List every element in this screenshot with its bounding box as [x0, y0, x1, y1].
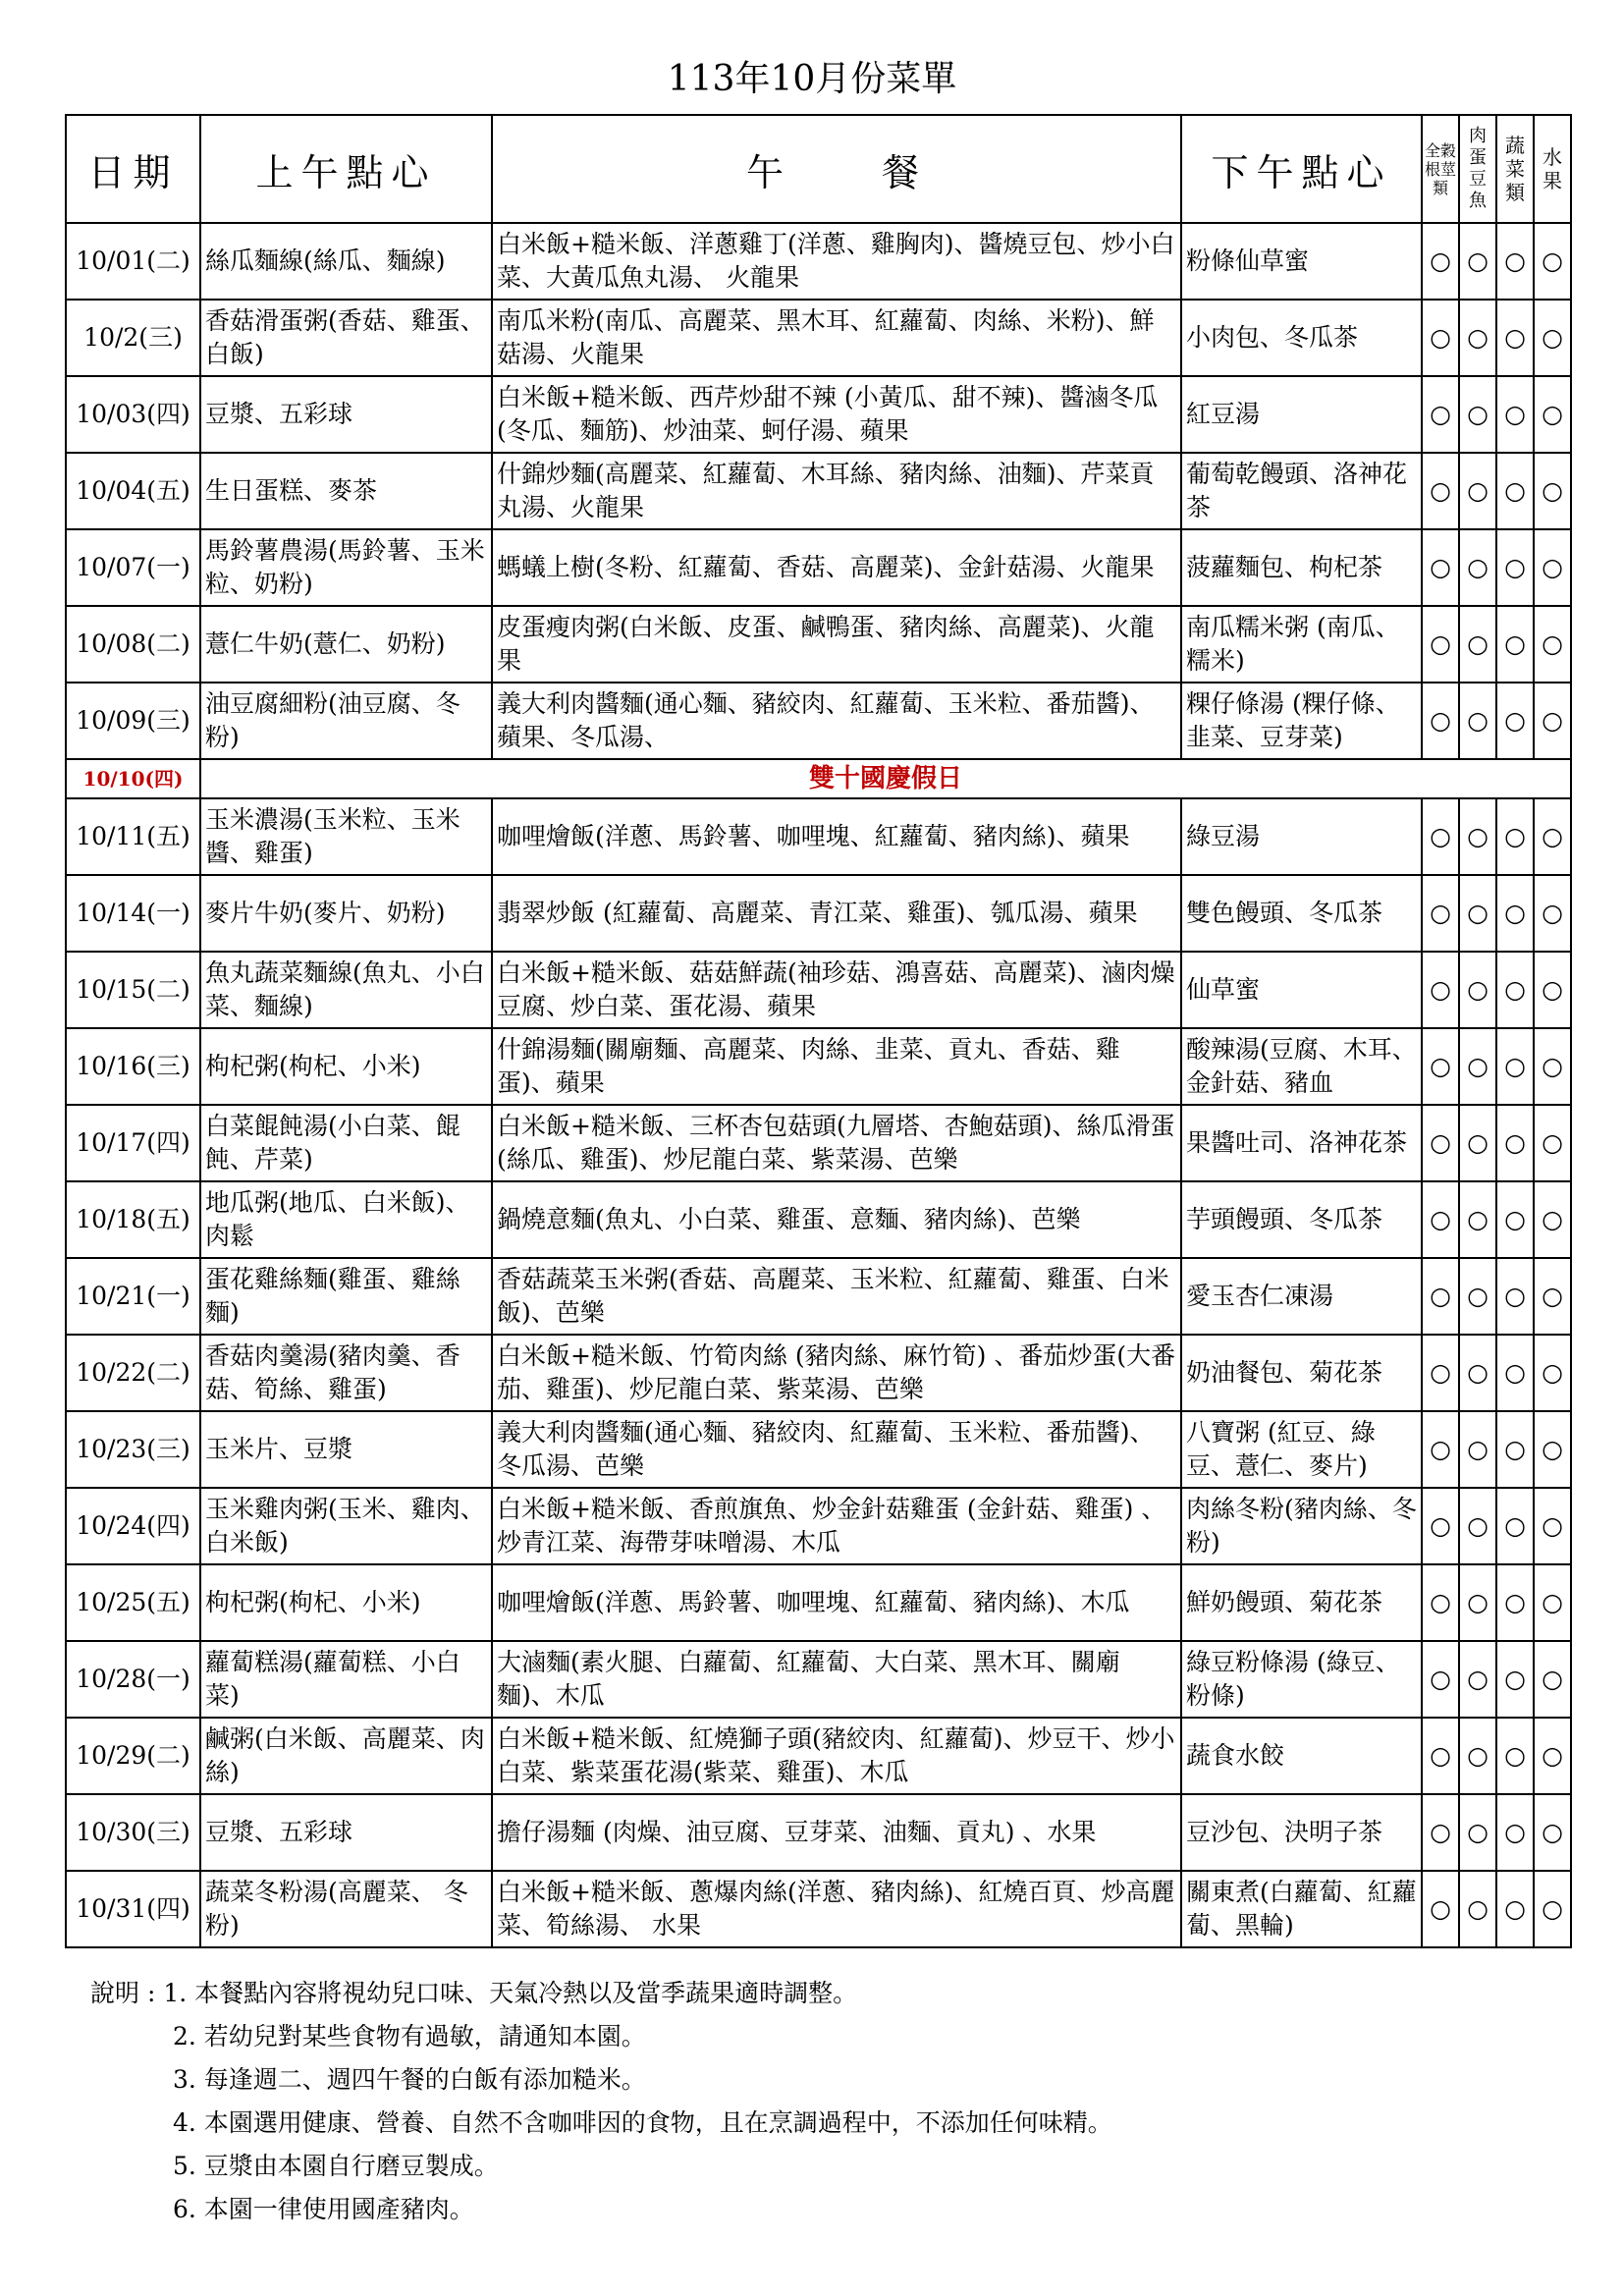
date-cell: 10/31(四): [66, 1871, 200, 1947]
afternoon-snack-cell: 蔬食水餃: [1181, 1718, 1422, 1794]
check-vegetables: ○: [1496, 300, 1534, 376]
lunch-cell: 白米飯+糙米飯、洋蔥雞丁(洋蔥、雞胸肉)、醬燒豆包、炒小白菜、大黃瓜魚丸湯、 火龍果: [492, 223, 1181, 300]
morning-snack-cell: 豆漿、五彩球: [200, 1794, 492, 1871]
morning-snack-cell: 香菇肉羹湯(豬肉羹、香菇、筍絲、雞蛋): [200, 1335, 492, 1411]
morning-snack-cell: 魚丸蔬菜麵線(魚丸、小白菜、麵線): [200, 952, 492, 1028]
menu-row: [66, 798, 1571, 875]
afternoon-snack-cell: 南瓜糯米粥 (南瓜、糯米): [1181, 606, 1422, 683]
lunch-cell: 白米飯+糙米飯、西芹炒甜不辣 (小黃瓜、甜不辣)、醬滷冬瓜(冬瓜、麵筋)、炒油菜、蚵仔湯、蘋果: [492, 376, 1181, 453]
check-grains: ○: [1422, 606, 1459, 683]
lunch-cell: 鍋燒意麵(魚丸、小白菜、雞蛋、意麵、豬肉絲)、芭樂: [492, 1181, 1181, 1258]
check-vegetables: ○: [1496, 606, 1534, 683]
check-fruit: ○: [1534, 683, 1571, 759]
check-protein: ○: [1459, 606, 1496, 683]
check-protein: ○: [1459, 1411, 1496, 1488]
date-cell: 10/30(三): [66, 1794, 200, 1871]
check-fruit: ○: [1534, 875, 1571, 952]
morning-snack-cell: 白菜餛飩湯(小白菜、餛飩、芹菜): [200, 1105, 492, 1181]
morning-snack-cell: 地瓜粥(地瓜、白米飯)、肉鬆: [200, 1181, 492, 1258]
menu-row: [66, 1028, 1571, 1105]
menu-row: [66, 453, 1571, 529]
date-cell: 10/09(三): [66, 683, 200, 759]
check-protein: ○: [1459, 1641, 1496, 1718]
menu-row: [66, 223, 1571, 300]
check-protein: ○: [1459, 453, 1496, 529]
morning-snack-cell: 油豆腐細粉(油豆腐、冬粉): [200, 683, 492, 759]
check-fruit: ○: [1534, 1794, 1571, 1871]
date-cell: 10/16(三): [66, 1028, 200, 1105]
morning-snack-cell: 鹹粥(白米飯、高麗菜、肉絲): [200, 1718, 492, 1794]
check-fruit: ○: [1534, 223, 1571, 300]
check-vegetables: ○: [1496, 875, 1534, 952]
check-grains: ○: [1422, 1564, 1459, 1641]
date-cell: 10/17(四): [66, 1105, 200, 1181]
date-cell: 10/01(二): [66, 223, 200, 300]
menu-row: [66, 1718, 1571, 1794]
menu-row: [66, 1871, 1571, 1947]
lunch-cell: 什錦湯麵(關廟麵、高麗菜、肉絲、韭菜、貢丸、香菇、雞蛋)、蘋果: [492, 1028, 1181, 1105]
date-cell: 10/15(二): [66, 952, 200, 1028]
lunch-cell: 咖哩燴飯(洋蔥、馬鈴薯、咖哩塊、紅蘿蔔、豬肉絲)、木瓜: [492, 1564, 1181, 1641]
holiday-name: 雙十國慶假日: [200, 759, 1571, 798]
check-vegetables: ○: [1496, 1105, 1534, 1181]
check-protein: ○: [1459, 1258, 1496, 1335]
check-grains: ○: [1422, 952, 1459, 1028]
menu-row: [66, 1564, 1571, 1641]
note-line: 說明 : 1. 本餐點內容將視幼兒口味、天氣冷熱以及當季蔬果適時調整。: [90, 1979, 858, 2007]
header-lunch: 午 餐: [492, 115, 1181, 223]
afternoon-snack-cell: 葡萄乾饅頭、洛神花茶: [1181, 453, 1422, 529]
morning-snack-cell: 玉米濃湯(玉米粒、玉米醬、雞蛋): [200, 798, 492, 875]
afternoon-snack-cell: 果醬吐司、洛神花茶: [1181, 1105, 1422, 1181]
lunch-cell: 咖哩燴飯(洋蔥、馬鈴薯、咖哩塊、紅蘿蔔、豬肉絲)、蘋果: [492, 798, 1181, 875]
check-grains: ○: [1422, 1105, 1459, 1181]
page-title: 113年10月份菜單: [667, 59, 957, 99]
lunch-cell: 白米飯+糙米飯、菇菇鮮蔬(袖珍菇、鴻喜菇、高麗菜)、滷肉燥豆腐、炒白菜、蛋花湯、蘋果: [492, 952, 1181, 1028]
date-cell: 10/11(五): [66, 798, 200, 875]
lunch-cell: 白米飯+糙米飯、竹筍肉絲 (豬肉絲、麻竹筍) 、番茄炒蛋(大番茄、雞蛋)、炒尼龍白菜、紫菜湯、芭樂: [492, 1335, 1181, 1411]
check-grains: ○: [1422, 529, 1459, 606]
check-vegetables: ○: [1496, 1871, 1534, 1947]
menu-row: [66, 1411, 1571, 1488]
check-protein: ○: [1459, 223, 1496, 300]
afternoon-snack-cell: 綠豆湯: [1181, 798, 1422, 875]
date-cell: 10/22(二): [66, 1335, 200, 1411]
check-fruit: ○: [1534, 1105, 1571, 1181]
check-protein: ○: [1459, 1181, 1496, 1258]
check-protein: ○: [1459, 300, 1496, 376]
check-grains: ○: [1422, 1794, 1459, 1871]
check-protein: ○: [1459, 1488, 1496, 1564]
check-grains: ○: [1422, 1335, 1459, 1411]
lunch-cell: 擔仔湯麵 (肉燥、油豆腐、豆芽菜、油麵、貢丸) 、水果: [492, 1794, 1181, 1871]
lunch-cell: 義大利肉醬麵(通心麵、豬絞肉、紅蘿蔔、玉米粒、番茄醬)、蘋果、冬瓜湯、: [492, 683, 1181, 759]
check-protein: ○: [1459, 1335, 1496, 1411]
morning-snack-cell: 枸杞粥(枸杞、小米): [200, 1564, 492, 1641]
check-vegetables: ○: [1496, 952, 1534, 1028]
check-vegetables: ○: [1496, 798, 1534, 875]
afternoon-snack-cell: 愛玉杏仁凍湯: [1181, 1258, 1422, 1335]
header-vegetables: [1496, 115, 1534, 223]
menu-row: [66, 529, 1571, 606]
lunch-cell: 白米飯+糙米飯、蔥爆肉絲(洋蔥、豬肉絲)、紅燒百頁、炒高麗菜、筍絲湯、 水果: [492, 1871, 1181, 1947]
check-protein: ○: [1459, 1564, 1496, 1641]
afternoon-snack-cell: 粿仔條湯 (粿仔條、韭菜、豆芽菜): [1181, 683, 1422, 759]
date-cell: 10/08(二): [66, 606, 200, 683]
lunch-cell: 南瓜米粉(南瓜、高麗菜、黑木耳、紅蘿蔔、肉絲、米粉)、鮮菇湯、火龍果: [492, 300, 1181, 376]
check-grains: ○: [1422, 798, 1459, 875]
morning-snack-cell: 蘿蔔糕湯(蘿蔔糕、小白菜): [200, 1641, 492, 1718]
header-date: 日期: [66, 115, 200, 223]
check-grains: ○: [1422, 1641, 1459, 1718]
check-fruit: ○: [1534, 1641, 1571, 1718]
check-vegetables: ○: [1496, 1488, 1534, 1564]
note-line: 5. 豆漿由本園自行磨豆製成。: [173, 2152, 499, 2180]
header-fruit-label: 水果: [1543, 145, 1562, 192]
morning-snack-cell: 絲瓜麵線(絲瓜、麵線): [200, 223, 492, 300]
check-vegetables: ○: [1496, 1335, 1534, 1411]
check-protein: ○: [1459, 1718, 1496, 1794]
afternoon-snack-cell: 關東煮(白蘿蔔、紅蘿蔔、黑輪): [1181, 1871, 1422, 1947]
morning-snack-cell: 枸杞粥(枸杞、小米): [200, 1028, 492, 1105]
check-vegetables: ○: [1496, 529, 1534, 606]
menu-table: [65, 114, 1572, 1948]
notes: [90, 1972, 1112, 2231]
check-protein: ○: [1459, 1105, 1496, 1181]
date-cell: 10/25(五): [66, 1564, 200, 1641]
check-fruit: ○: [1534, 1871, 1571, 1947]
menu-row: [66, 1335, 1571, 1411]
check-grains: ○: [1422, 1871, 1459, 1947]
check-fruit: ○: [1534, 1718, 1571, 1794]
lunch-cell: 什錦炒麵(高麗菜、紅蘿蔔、木耳絲、豬肉絲、油麵)、芹菜貢丸湯、火龍果: [492, 453, 1181, 529]
morning-snack-cell: 玉米片、豆漿: [200, 1411, 492, 1488]
note-line: 6. 本園一律使用國產豬肉。: [173, 2195, 474, 2223]
check-protein: ○: [1459, 875, 1496, 952]
check-grains: ○: [1422, 1411, 1459, 1488]
afternoon-snack-cell: 八寶粥 (紅豆、綠豆、薏仁、麥片): [1181, 1411, 1422, 1488]
check-fruit: ○: [1534, 453, 1571, 529]
morning-snack-cell: 麥片牛奶(麥片、奶粉): [200, 875, 492, 952]
header-fruit: [1534, 115, 1571, 223]
morning-snack-cell: 馬鈴薯農湯(馬鈴薯、玉米粒、奶粉): [200, 529, 492, 606]
check-protein: ○: [1459, 798, 1496, 875]
lunch-cell: 大滷麵(素火腿、白蘿蔔、紅蘿蔔、大白菜、黑木耳、關廟麵)、木瓜: [492, 1641, 1181, 1718]
menu-row: [66, 1488, 1571, 1564]
check-vegetables: ○: [1496, 376, 1534, 453]
menu-row: [66, 1641, 1571, 1718]
check-protein: ○: [1459, 529, 1496, 606]
check-protein: ○: [1459, 683, 1496, 759]
check-protein: ○: [1459, 1871, 1496, 1947]
afternoon-snack-cell: 紅豆湯: [1181, 376, 1422, 453]
check-vegetables: ○: [1496, 1411, 1534, 1488]
check-fruit: ○: [1534, 1335, 1571, 1411]
menu-row: [66, 1258, 1571, 1335]
check-protein: ○: [1459, 376, 1496, 453]
header-row: [66, 115, 1571, 223]
check-vegetables: ○: [1496, 1028, 1534, 1105]
morning-snack-cell: 蔬菜冬粉湯(高麗菜、 冬粉): [200, 1871, 492, 1947]
check-vegetables: ○: [1496, 1794, 1534, 1871]
check-grains: ○: [1422, 376, 1459, 453]
check-fruit: ○: [1534, 798, 1571, 875]
check-vegetables: ○: [1496, 683, 1534, 759]
header-grains-label: 全穀根莖類: [1425, 140, 1457, 197]
check-fruit: ○: [1534, 529, 1571, 606]
check-grains: ○: [1422, 1028, 1459, 1105]
date-cell: 10/07(一): [66, 529, 200, 606]
menu-row: [66, 683, 1571, 759]
note-line: 4. 本園選用健康、營養、自然不含咖啡因的食物，且在烹調過程中，不添加任何味精。: [173, 2108, 1112, 2137]
lunch-cell: 白米飯+糙米飯、紅燒獅子頭(豬絞肉、紅蘿蔔)、炒豆干、炒小白菜、紫菜蛋花湯(紫菜、雞蛋)、木瓜: [492, 1718, 1181, 1794]
note-line: 2. 若幼兒對某些食物有過敏，請通知本園。: [173, 2022, 646, 2050]
menu-row: [66, 300, 1571, 376]
check-protein: ○: [1459, 952, 1496, 1028]
check-vegetables: ○: [1496, 223, 1534, 300]
check-grains: ○: [1422, 453, 1459, 529]
afternoon-snack-cell: 小肉包、冬瓜茶: [1181, 300, 1422, 376]
lunch-cell: 螞蟻上樹(冬粉、紅蘿蔔、香菇、高麗菜)、金針菇湯、火龍果: [492, 529, 1181, 606]
check-fruit: ○: [1534, 1411, 1571, 1488]
holiday-date: 10/10(四): [66, 759, 200, 798]
afternoon-snack-cell: 菠蘿麵包、枸杞茶: [1181, 529, 1422, 606]
check-grains: ○: [1422, 683, 1459, 759]
morning-snack-cell: 蛋花雞絲麵(雞蛋、雞絲麵): [200, 1258, 492, 1335]
check-fruit: ○: [1534, 376, 1571, 453]
header-afternoon-snack: 下午點心: [1181, 115, 1422, 223]
date-cell: 10/04(五): [66, 453, 200, 529]
check-fruit: ○: [1534, 300, 1571, 376]
check-vegetables: ○: [1496, 1258, 1534, 1335]
check-fruit: ○: [1534, 1258, 1571, 1335]
check-grains: ○: [1422, 875, 1459, 952]
afternoon-snack-cell: 豆沙包、決明子茶: [1181, 1794, 1422, 1871]
afternoon-snack-cell: 綠豆粉條湯 (綠豆、粉條): [1181, 1641, 1422, 1718]
menu-row: [66, 1794, 1571, 1871]
check-vegetables: ○: [1496, 1564, 1534, 1641]
date-cell: 10/24(四): [66, 1488, 200, 1564]
menu-row: [66, 875, 1571, 952]
afternoon-snack-cell: 鮮奶饅頭、菊花茶: [1181, 1564, 1422, 1641]
lunch-cell: 義大利肉醬麵(通心麵、豬絞肉、紅蘿蔔、玉米粒、番茄醬)、冬瓜湯、芭樂: [492, 1411, 1181, 1488]
check-grains: ○: [1422, 1181, 1459, 1258]
date-cell: 10/23(三): [66, 1411, 200, 1488]
morning-snack-cell: 生日蛋糕、麥茶: [200, 453, 492, 529]
menu-row: [66, 1181, 1571, 1258]
afternoon-snack-cell: 仙草蜜: [1181, 952, 1422, 1028]
date-cell: 10/2(三): [66, 300, 200, 376]
afternoon-snack-cell: 雙色饅頭、冬瓜茶: [1181, 875, 1422, 952]
check-vegetables: ○: [1496, 453, 1534, 529]
check-vegetables: ○: [1496, 1641, 1534, 1718]
afternoon-snack-cell: 肉絲冬粉(豬肉絲、冬粉): [1181, 1488, 1422, 1564]
date-cell: 10/18(五): [66, 1181, 200, 1258]
menu-row: [66, 376, 1571, 453]
check-grains: ○: [1422, 1258, 1459, 1335]
check-fruit: ○: [1534, 1028, 1571, 1105]
menu-row: [66, 1105, 1571, 1181]
morning-snack-cell: 豆漿、五彩球: [200, 376, 492, 453]
check-grains: ○: [1422, 300, 1459, 376]
header-protein-label: 肉蛋豆魚: [1469, 126, 1487, 211]
check-fruit: ○: [1534, 1564, 1571, 1641]
check-fruit: ○: [1534, 1181, 1571, 1258]
morning-snack-cell: 香菇滑蛋粥(香菇、雞蛋、白飯): [200, 300, 492, 376]
lunch-cell: 白米飯+糙米飯、三杯杏包菇頭(九層塔、杏鮑菇頭)、絲瓜滑蛋(絲瓜、雞蛋)、炒尼龍白菜、紫菜湯、芭樂: [492, 1105, 1181, 1181]
check-protein: ○: [1459, 1028, 1496, 1105]
lunch-cell: 翡翠炒飯 (紅蘿蔔、高麗菜、青江菜、雞蛋)、瓠瓜湯、蘋果: [492, 875, 1181, 952]
afternoon-snack-cell: 粉條仙草蜜: [1181, 223, 1422, 300]
afternoon-snack-cell: 芋頭饅頭、冬瓜茶: [1181, 1181, 1422, 1258]
date-cell: 10/14(一): [66, 875, 200, 952]
header-morning-snack: 上午點心: [200, 115, 492, 223]
check-grains: ○: [1422, 223, 1459, 300]
header-grains: [1422, 115, 1459, 223]
date-cell: 10/21(一): [66, 1258, 200, 1335]
menu-body: [66, 223, 1571, 1947]
menu-row: [66, 952, 1571, 1028]
morning-snack-cell: 玉米雞肉粥(玉米、雞肉、白米飯): [200, 1488, 492, 1564]
lunch-cell: 香菇蔬菜玉米粥(香菇、高麗菜、玉米粒、紅蘿蔔、雞蛋、白米飯)、芭樂: [492, 1258, 1181, 1335]
holiday-row: [66, 759, 1571, 798]
check-protein: ○: [1459, 1794, 1496, 1871]
check-fruit: ○: [1534, 606, 1571, 683]
date-cell: 10/28(一): [66, 1641, 200, 1718]
note-line: 3. 每逢週二、週四午餐的白飯有添加糙米。: [173, 2065, 646, 2094]
check-fruit: ○: [1534, 952, 1571, 1028]
date-cell: 10/29(二): [66, 1718, 200, 1794]
header-protein: [1459, 115, 1496, 223]
lunch-cell: 皮蛋瘦肉粥(白米飯、皮蛋、鹹鴨蛋、豬肉絲、高麗菜)、火龍果: [492, 606, 1181, 683]
date-cell: 10/03(四): [66, 376, 200, 453]
check-fruit: ○: [1534, 1488, 1571, 1564]
check-vegetables: ○: [1496, 1718, 1534, 1794]
header-vegetables-label: 蔬菜類: [1505, 134, 1525, 204]
afternoon-snack-cell: 奶油餐包、菊花茶: [1181, 1335, 1422, 1411]
lunch-cell: 白米飯+糙米飯、香煎旗魚、炒金針菇雞蛋 (金針菇、雞蛋) 、炒青江菜、海帶芽味噌湯、木瓜: [492, 1488, 1181, 1564]
check-grains: ○: [1422, 1488, 1459, 1564]
morning-snack-cell: 薏仁牛奶(薏仁、奶粉): [200, 606, 492, 683]
check-vegetables: ○: [1496, 1181, 1534, 1258]
menu-row: [66, 606, 1571, 683]
afternoon-snack-cell: 酸辣湯(豆腐、木耳、金針菇、豬血: [1181, 1028, 1422, 1105]
check-grains: ○: [1422, 1718, 1459, 1794]
